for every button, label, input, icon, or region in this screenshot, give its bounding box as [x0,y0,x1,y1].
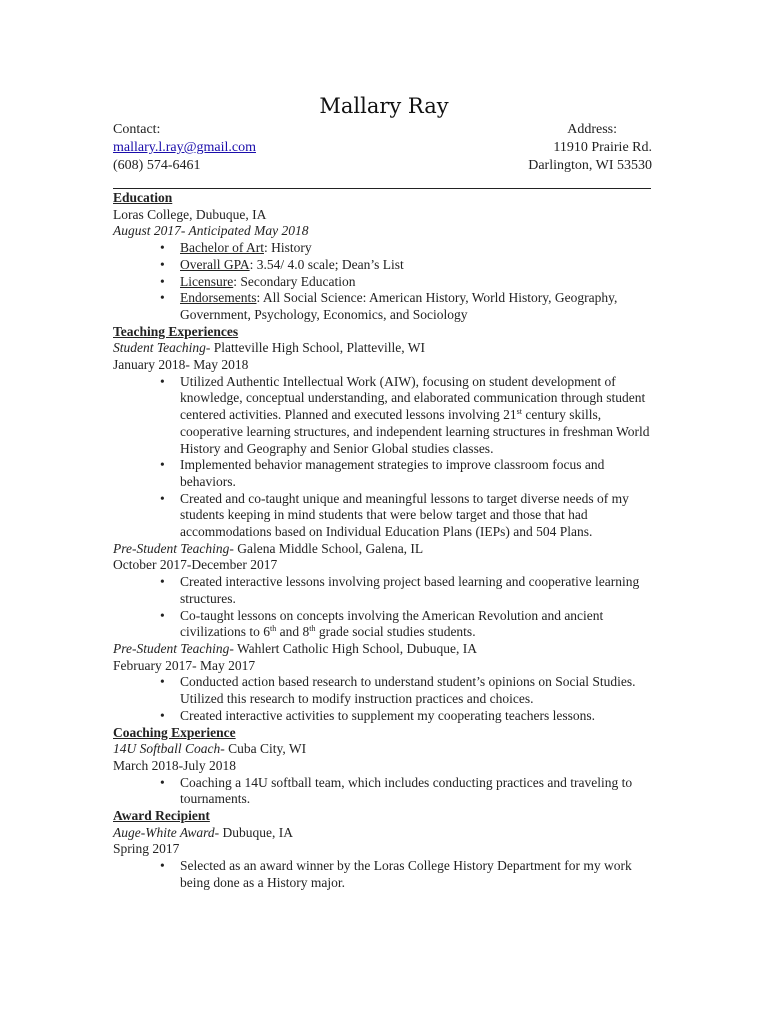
position-title: Auge-White Award- Dubuque, IA [113,824,293,840]
list-item: • Bachelor of Art: History [180,240,658,257]
coaching-heading: Coaching Experience [113,724,236,740]
position-bullets [113,858,658,891]
position-dates: October 2017-December 2017 [113,557,278,573]
list-item: • Overall GPA: 3.54/ 4.0 scale; Dean’s List [180,257,658,274]
phone-row [113,157,652,174]
email-row [113,139,652,156]
education-dates: August 2017- Anticipated May 2018 [113,223,309,239]
phone-number: (608) 574-6461 [113,158,201,173]
position-bullets [113,374,658,541]
position-title: Student Teaching- Platteville High School, Platteville, WI [113,340,425,356]
list-item: • Coaching a 14U softball team, which includes conducting practices and traveling to tournaments. [180,775,658,808]
address-label: Address: [567,122,617,137]
education-list [113,240,658,324]
position-title: 14U Softball Coach- Cuba City, WI [113,741,307,757]
position-dates: January 2018- May 2018 [113,357,249,373]
address-street: 11910 Prairie Rd. [553,140,652,155]
position-title: Pre-Student Teaching- Galena Middle School, Galena, IL [113,540,424,556]
list-item: • Utilized Authentic Intellectual Work (AIW), focusing on student development of knowledge, conceptual understanding, and elaborated communication through student centered activities. Planned and executed lessons involving 21st century skills, cooperative learning structures, and independent learning structures in freshman World History and Geography and Senior Global studies classes. [180,374,658,458]
position-title: Pre-Student Teaching- Wahlert Catholic High School, Dubuque, IA [113,640,477,656]
list-item: • Co-taught lessons on concepts involving the American Revolution and ancient civilizations to 6th and 8th grade social studies students. [180,608,658,641]
position-bullets [113,674,658,724]
position-dates: February 2017- May 2017 [113,657,256,673]
position-bullets [113,574,658,641]
list-item: • Created interactive activities to supplement my cooperating teachers lessons. [180,708,658,725]
teaching-heading: Teaching Experiences [113,323,239,339]
list-item: • Implemented behavior management strategies to improve classroom focus and behaviors. [180,457,658,490]
position-dates: March 2018-July 2018 [113,757,236,773]
education-school: Loras College, Dubuque, IA [113,206,267,222]
list-item: • Created interactive lessons involving project based learning and cooperative learning structures. [180,574,658,607]
list-item: • Created and co-taught unique and meaningful lessons to target diverse needs of my students keeping in mind students that were below target and those that had accommodations based on Individual Education Plans (IEPs) and 504 Plans. [180,491,658,541]
position-bullets [113,775,658,808]
education-heading: Education [113,190,173,205]
list-item: • Endorsements: All Social Science: American History, World History, Geography, Government, Psychology, Economics, and Sociology [180,290,658,323]
award-heading: Award Recipient [113,808,210,824]
contact-label-row [113,121,652,138]
header-divider [113,188,651,189]
list-item: • Selected as an award winner by the Loras College History Department for my work being done as a History major. [180,858,658,891]
address-city: Darlington, WI 53530 [528,158,652,173]
email-link[interactable]: mallary.l.ray@gmail.com [113,140,256,155]
contact-label: Contact: [113,122,161,137]
list-item: • Licensure: Secondary Education [180,274,658,291]
list-item: • Conducted action based research to understand student’s opinions on Social Studies. Utilized this research to modify instruction practices and choices. [180,674,658,707]
resume-name: Mallary Ray [319,94,449,118]
position-dates: Spring 2017 [113,841,180,857]
resume-body [113,190,658,892]
